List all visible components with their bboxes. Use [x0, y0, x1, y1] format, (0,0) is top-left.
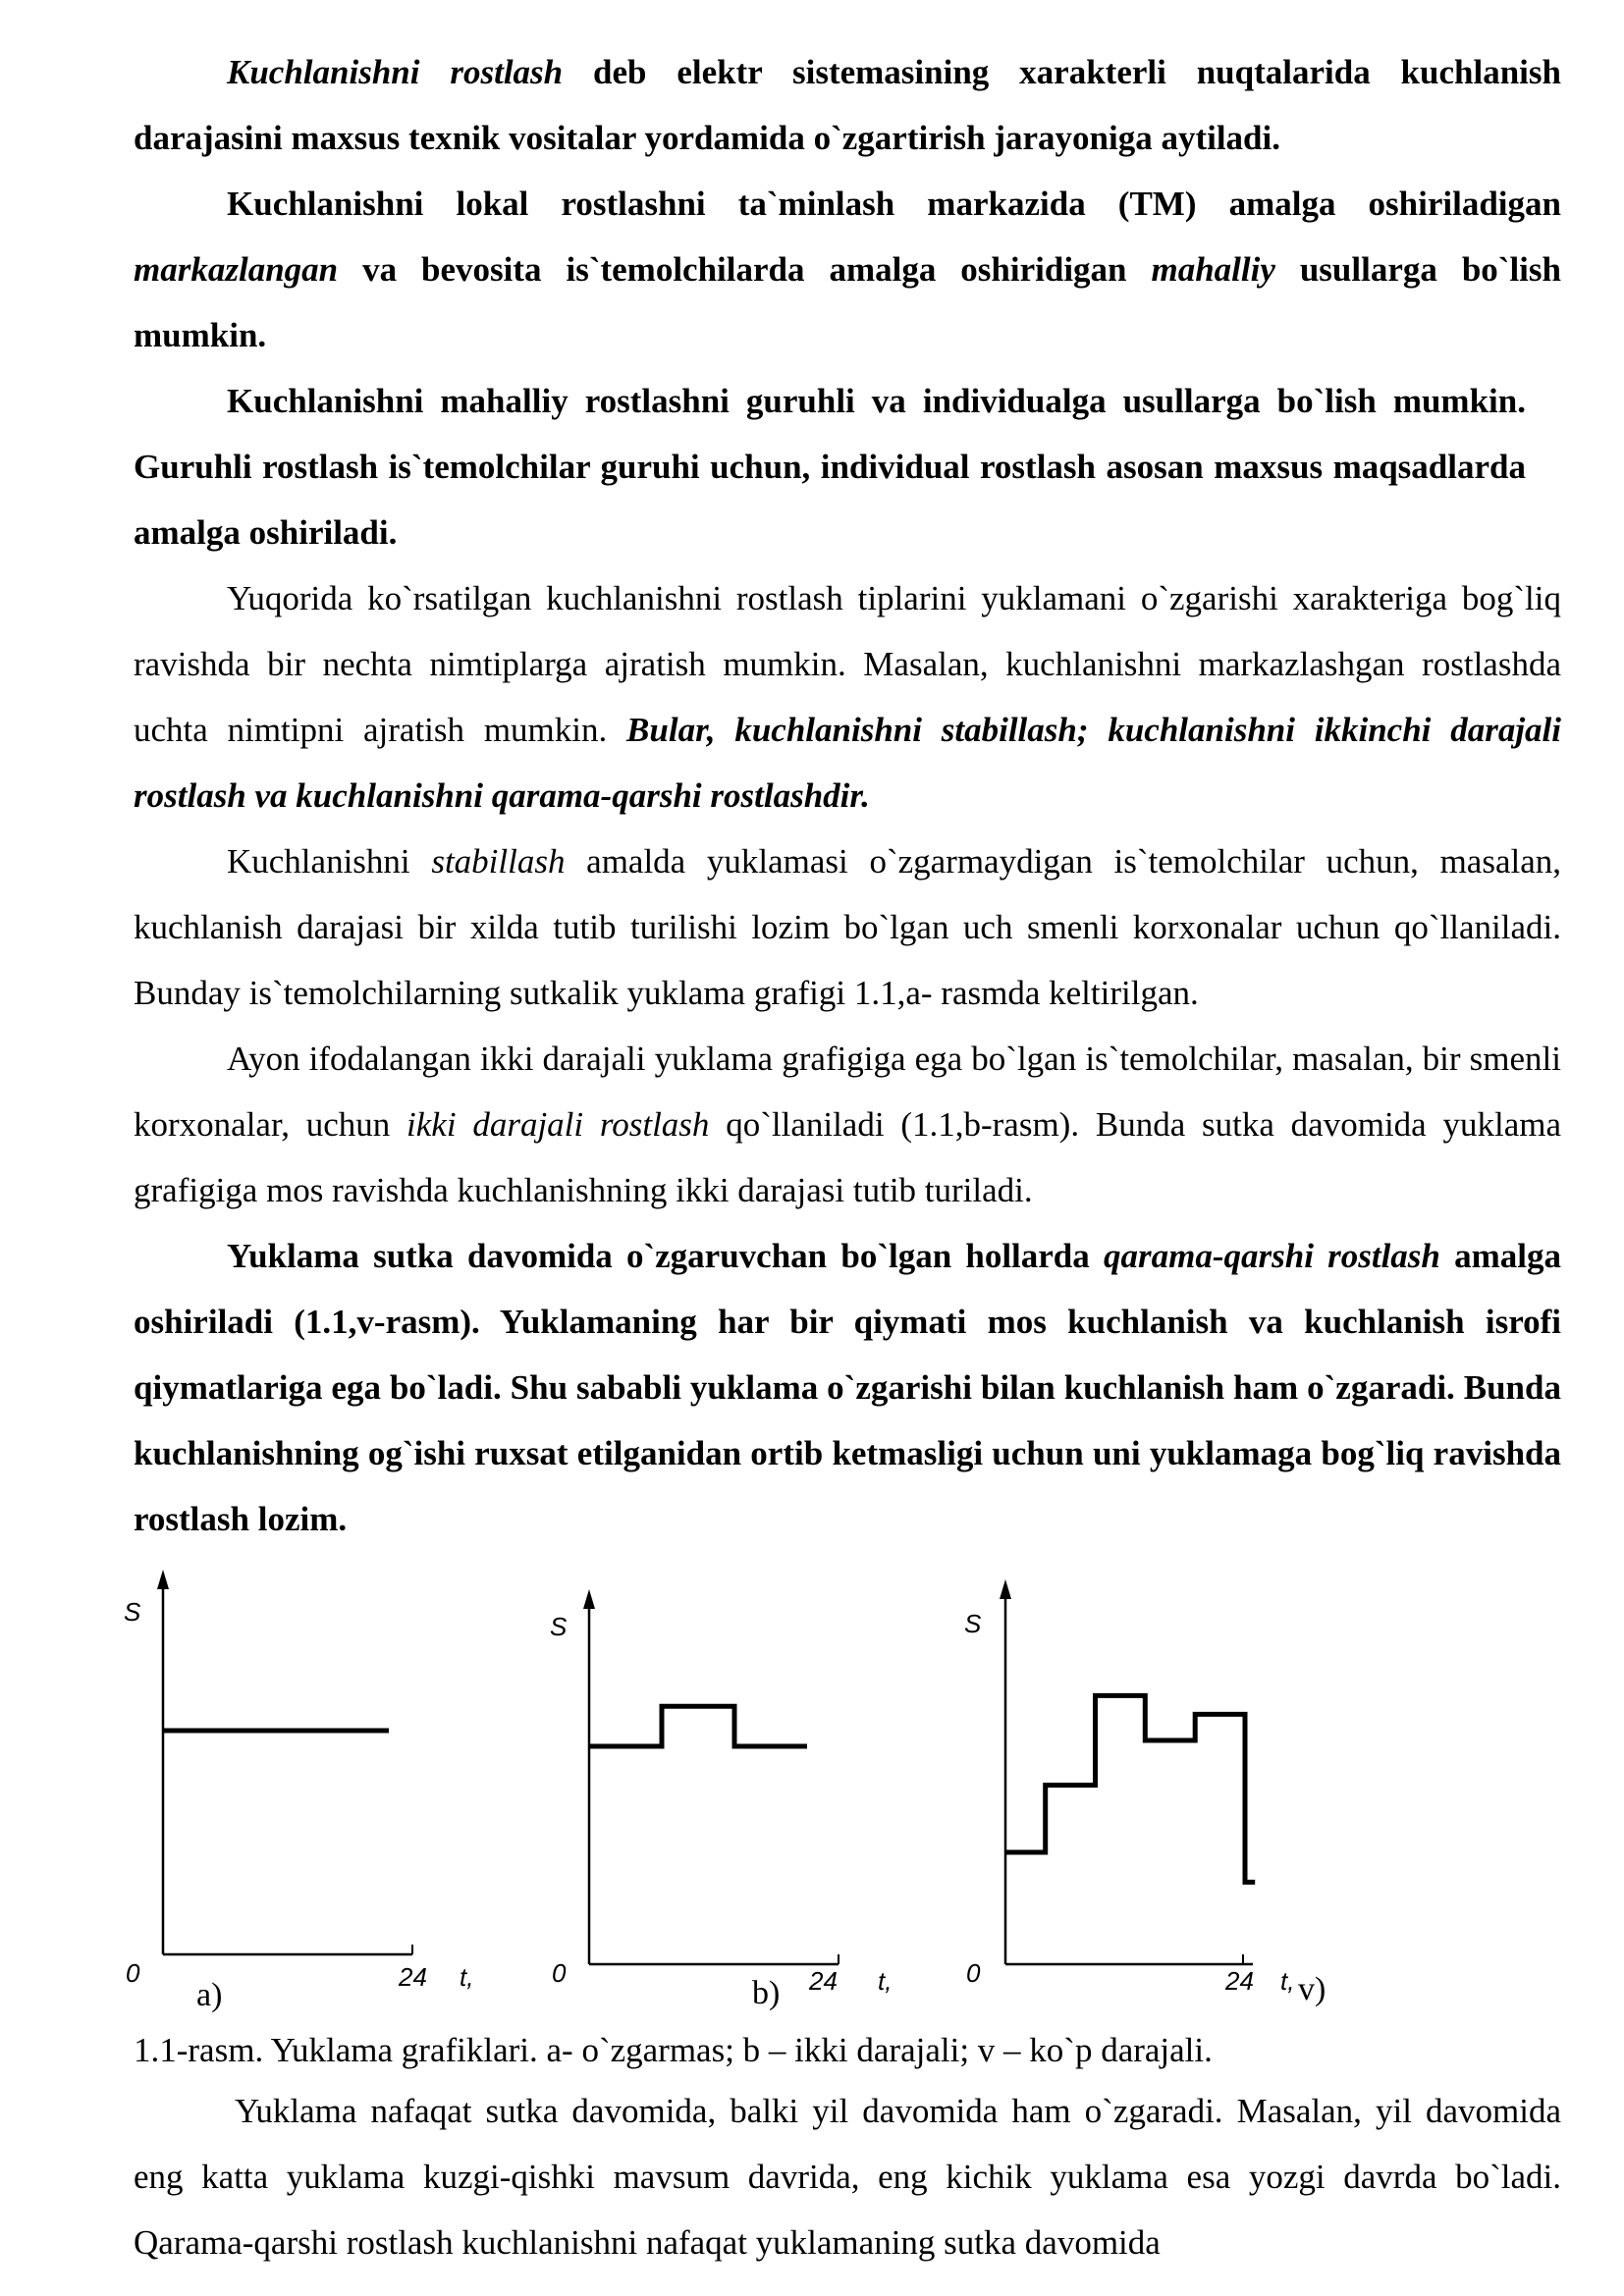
- load-graph-a: [118, 1562, 511, 2013]
- tick-label-24: 24: [809, 1966, 838, 1996]
- figure-caption: 1.1-rasm. Yuklama grafiklari. a- o`zgarmas; b – ikki darajali; v – ko`p darajali.: [134, 2031, 1213, 2069]
- term-kuchlanishni-rostlash: Kuchlanishni rostlash: [227, 53, 564, 91]
- paragraph-7: Yuklama sutka davomida o`zgaruvchan bo`lgan hollarda qarama-qarshi rostlash amalga oshiriladi (1.1,v-rasm). Yuklamaning har bir qiymati mos kuchlanish va kuchlanish isrofi qiymatlariga ega bo`ladi. Shu sababli yuklama o`zgarishi bilan kuchlanish ham o`zgaradi. Bunda kuchlanishning og`ishi ruxsat etilganidan ortib ketmasligi uchun uni yuklamaga bog`liq ravishda rostlash lozim.: [134, 1237, 1561, 1538]
- y-axis-label: S: [964, 1609, 982, 1638]
- paragraph-4: Yuqorida ko`rsatilgan kuchlanishni rostlash tiplarini yuklamani o`zgarishi xarakteriga bog`liq ravishda bir nechta nimtiplarga ajratish mumkin. Masalan, kuchlanishni markazlashgan rostlashda uchta nimtipni ajratish mumkin. Bular, kuchlanishni stabillash; kuchlanishni ikkinchi darajali rostlash va kuchlanishni qarama-qarshi rostlashdir.: [134, 579, 1561, 815]
- paragraph-6: Ayon ifodalangan ikki darajali yuklama grafigiga ega bo`lgan is`temolchilar, masalan, bir smenli korxonalar, uchun ikki darajali rostlash qo`llaniladi (1.1,b-rasm). Bunda sutka davomida yuklama grafigiga mos ravishda kuchlanishning ikki darajasi tutib turiladi.: [134, 1040, 1561, 1209]
- paragraph-5: Kuchlanishni stabillash amalda yuklamasi o`zgarmaydigan is`temolchilar uchun, masalan, kuchlanish darajasi bir xilda tutib turilishi lozim bo`lgan uch smenli korxonalar uchun qo`llaniladi. Bunday is`temolchilarning sutkalik yuklama grafigi 1.1,a- rasmda keltirilgan.: [134, 842, 1561, 1012]
- load-line-b: [589, 1706, 807, 1746]
- document-page: [124, 39, 1561, 2275]
- y-axis-arrow: [157, 1570, 169, 1589]
- panel-label-v: v): [1298, 1971, 1326, 2007]
- origin-label: 0: [126, 1958, 140, 1988]
- paragraph-1: Kuchlanishni rostlash deb elektr sistemasining xarakterli nuqtalarida kuchlanish darajasini maxsus texnik vositalar yordamida o`zgartirish jarayoniga aytiladi.: [134, 53, 1561, 157]
- panel-label-b: b): [752, 1975, 781, 2011]
- origin-label: 0: [552, 1958, 567, 1988]
- load-graph-b: [544, 1562, 937, 2013]
- y-axis-arrow: [1000, 1579, 1011, 1599]
- y-axis-arrow: [583, 1589, 595, 1609]
- y-axis-label: S: [550, 1612, 568, 1641]
- x-axis-label: t,: [460, 1962, 474, 1992]
- tick-label-24: 24: [399, 1962, 427, 1992]
- load-graph-v: [958, 1562, 1371, 2013]
- paragraph-8: Yuklama nafaqat sutka davomida, balki yil davomida ham o`zgaradi. Masalan, yil davomida eng katta yuklama kuzgi-qishki mavsum davrida, eng kichik yuklama esa yozgi davrda bo`ladi. Qarama-qarshi rostlash kuchlanishni nafaqat yuklamaning sutka davomida: [134, 2092, 1561, 2262]
- y-axis-label: S: [124, 1597, 141, 1627]
- paragraph-2: Kuchlanishni lokal rostlashni ta`minlash markazida (TM) amalga oshiriladigan markazlangan va bevosita is`temolchilarda amalga oshiridigan mahalliy usullarga bo`lish mumkin.: [134, 185, 1561, 354]
- paragraph-3: Kuchlanishni mahalliy rostlashni guruhli va individualga usullarga bo`lish mumkin. Guruhli rostlash is`temolchilar guruhi uchun, individual rostlash asosan maxsus maqsadlarda amalga oshiriladi.: [134, 382, 1526, 552]
- figure-load-graphs: [124, 1562, 1561, 2023]
- tick-label-24: 24: [1225, 1966, 1254, 1996]
- load-line-v: [1005, 1695, 1255, 1882]
- origin-label: 0: [966, 1958, 981, 1988]
- panel-label-a: a): [196, 1977, 223, 2013]
- x-axis-label: t,: [1280, 1966, 1295, 1996]
- x-axis-label: t,: [878, 1966, 893, 1996]
